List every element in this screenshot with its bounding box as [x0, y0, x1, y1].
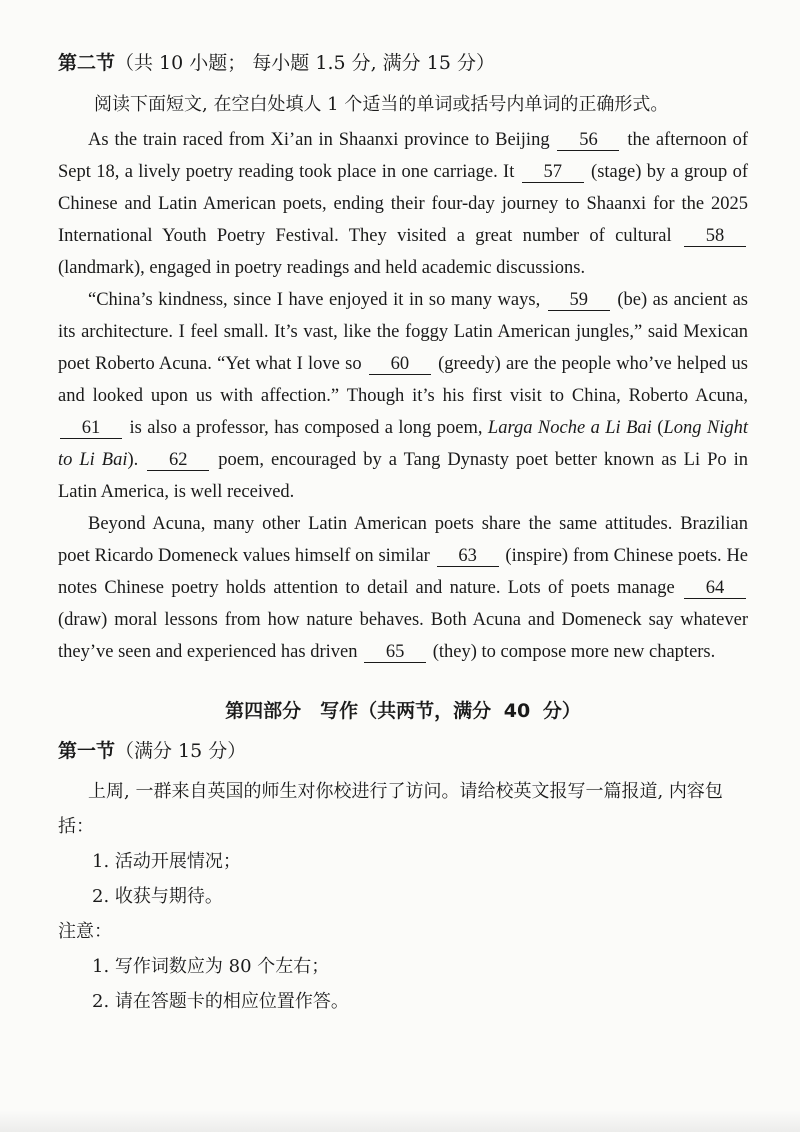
blank-65[interactable]: 65 [364, 642, 426, 663]
blank-58[interactable]: 58 [684, 226, 746, 247]
section-1-heading [58, 736, 748, 766]
passage-text: the afternoon of Sept 18, a lively poetry reading took place in one carriage. It [58, 130, 749, 182]
cloze-instruction: 阅读下面短文, 在空白处填人 1 个适当的单词或括号内单词的正确形式。 [94, 94, 669, 115]
passage-text: (they) to compose more new chapters. [432, 642, 716, 662]
passage-text: is also a professor, has composed a long poem, [129, 418, 483, 438]
writing-item-2: 2. 收获与期待。 [92, 886, 223, 907]
passage-text: (greedy) are the people who’ve helped us and looked upon us with affection.” Though it’s his first visit to China, Roberto Acuna, [58, 354, 748, 406]
blank-63[interactable]: 63 [437, 546, 499, 567]
notice-label: 注意： [58, 921, 112, 942]
passage-paragraph-3 [58, 508, 748, 668]
poem-title: Larga Noche a Li Bai [487, 418, 652, 438]
poem-title-translation: Long Night to Li Bai [58, 418, 749, 470]
notice-item-1: 1. 写作词数应为 80 个左右； [92, 956, 330, 977]
section-2-title: 第二节 [58, 52, 116, 74]
passage-text: (landmark), engaged in poetry readings and held academic discussions. [58, 258, 586, 278]
notice-item-2: 2. 请在答题卡的相应位置作答。 [92, 991, 349, 1012]
page-edge-shadow [0, 1110, 800, 1132]
passage-text: Beyond Acuna, many other Latin American poets share the same attitudes. Brazilian poet Ricardo Domeneck values himself on similar [58, 514, 748, 566]
passage-text: poem, encouraged by a Tang Dynasty poet better known as Li Po in Latin America, is well received. [58, 450, 749, 502]
blank-61[interactable]: 61 [60, 418, 122, 439]
passage-text: (inspire) from Chinese poets. He notes Chinese poetry holds attention to detail and nature. Lots of poets manage [58, 546, 749, 598]
writing-item-1: 1. 活动开展情况； [92, 851, 241, 872]
passage-text: ). [127, 450, 139, 470]
passage-text: (be) as ancient as its architecture. I feel small. It’s vast, like the foggy Latin American jungles,” said Mexican poet Roberto Acuna. “Yet what I love so [58, 290, 749, 374]
cloze-passage [58, 124, 748, 668]
passage-text: (draw) moral lessons from how nature behaves. Both Acuna and Domeneck say whatever they’ve seen and experienced has driven [58, 610, 748, 662]
blank-64[interactable]: 64 [684, 578, 746, 599]
blank-56[interactable]: 56 [557, 130, 619, 151]
passage-paragraph-2 [58, 284, 748, 508]
section-1-title: 第一节 [58, 740, 116, 762]
blank-59[interactable]: 59 [548, 290, 610, 311]
writing-prompt: 上周, 一群来自英国的师生对你校进行了访问。请给校英文报写一篇报道, 内容包括： [58, 781, 723, 837]
blank-57[interactable]: 57 [522, 162, 584, 183]
section-2-heading [58, 48, 748, 78]
passage-text: (stage) by a group of Chinese and Latin American poets, ending their four-day journey to Shaanxi for the 2025 International Youth Poetry Festival. They visited a great number of cultural [58, 162, 749, 246]
section-1-note: （满分 15 分） [115, 740, 247, 762]
passage-paragraph-1 [58, 124, 748, 284]
section-2-note: （共 10 小题； 每小题 1.5 分, 满分 15 分） [115, 52, 495, 74]
passage-text: As the train raced from Xi’an in Shaanxi province to Beijing [88, 130, 550, 150]
part-4-title: 第四部分 写作（共两节，满分 40 分） [225, 700, 581, 722]
passage-text: ( [657, 418, 664, 438]
passage-text: “China’s kindness, since I have enjoyed it in so many ways, [88, 290, 541, 310]
blank-62[interactable]: 62 [147, 450, 209, 471]
blank-60[interactable]: 60 [369, 354, 431, 375]
